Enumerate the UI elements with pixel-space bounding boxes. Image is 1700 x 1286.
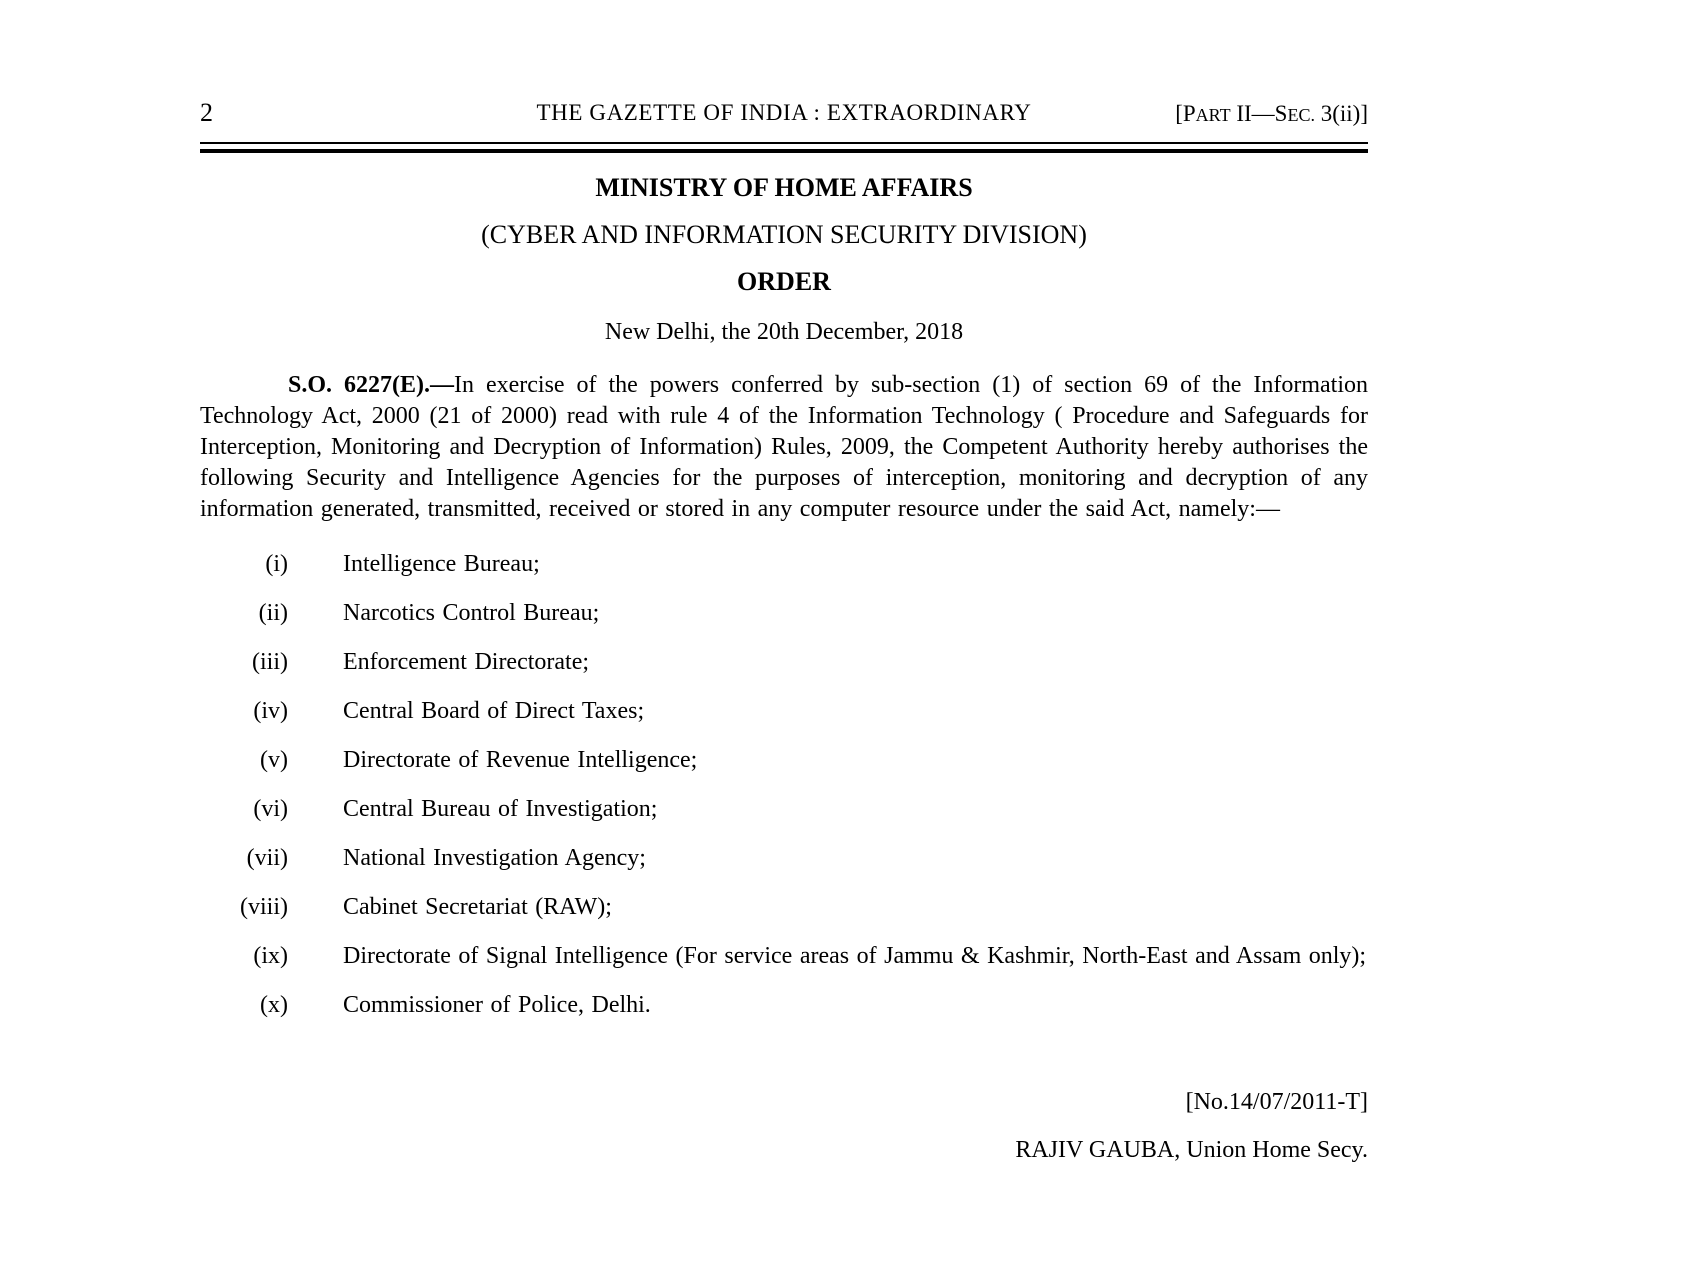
agency-numeral: (viii)	[240, 894, 288, 920]
intro-text: In exercise of the powers conferred by sub-section (1) of section 69 of the Information Technology Act, 2000 (21 of 2000) read with rule 4 of the Information Technology ( Procedure and Safeguards for Interception, Monitoring and Decryption of Information) Rules, 2009, the Competent Authority hereby authorises the following Security and Intelligence Agencies for the purposes of interception, monitoring and decryption of any information generated, transmitted, received or stored in any computer resource under the said Act, namely:—	[200, 372, 1368, 522]
list-item	[200, 990, 1368, 1021]
page-content	[200, 0, 1368, 1166]
signatory-line: RAJIV GAUBA, Union Home Secy.	[1015, 1137, 1368, 1163]
part-ref-seg4: EC.	[1287, 105, 1315, 125]
list-item	[200, 549, 1368, 580]
dateline: New Delhi, the 20th December, 2018	[604, 319, 964, 345]
agency-name: Cabinet Secretariat (RAW);	[343, 894, 612, 920]
list-item	[200, 598, 1368, 629]
list-item	[200, 843, 1368, 874]
masthead-double-rule	[200, 142, 1368, 153]
order-intro-paragraph	[200, 370, 1368, 525]
list-item	[200, 745, 1368, 776]
masthead	[200, 98, 1368, 130]
agency-name: Commissioner of Police, Delhi.	[343, 992, 651, 1018]
agency-name: Narcotics Control Bureau;	[343, 600, 600, 626]
list-item	[200, 647, 1368, 678]
agency-numeral: (iii)	[252, 649, 288, 675]
so-number: S.O. 6227(E).—	[288, 372, 454, 398]
agency-numeral: (ix)	[253, 943, 288, 969]
part-ref-seg5: 3(ii)]	[1314, 101, 1368, 126]
agency-numeral: (ii)	[258, 600, 288, 626]
list-item	[200, 941, 1368, 972]
agency-numeral: (v)	[260, 747, 288, 773]
agency-name: Directorate of Revenue Intelligence;	[343, 747, 698, 773]
page-number: 2	[200, 98, 213, 127]
division-heading: (CYBER AND INFORMATION SECURITY DIVISION)	[481, 220, 1087, 249]
agency-numeral: (vii)	[246, 845, 288, 871]
part-ref-seg2: ART	[1195, 105, 1231, 125]
part-ref-seg1: [P	[1175, 101, 1196, 126]
list-item	[200, 794, 1368, 825]
part-section-reference	[1175, 99, 1368, 130]
agency-name: National Investigation Agency;	[343, 845, 646, 871]
gazette-title: THE GAZETTE OF INDIA : EXTRAORDINARY	[536, 100, 1032, 125]
agency-list	[200, 549, 1368, 1021]
ministry-heading: MINISTRY OF HOME AFFAIRS	[595, 173, 973, 202]
closing-block	[200, 1087, 1368, 1166]
agency-numeral: (i)	[265, 551, 288, 577]
agency-numeral: (iv)	[253, 698, 288, 724]
agency-name: Central Bureau of Investigation;	[343, 796, 658, 822]
list-item	[200, 696, 1368, 727]
agency-name: Directorate of Signal Intelligence (For service areas of Jammu & Kashmir, North-East and Assam only);	[343, 943, 1367, 969]
agency-numeral: (x)	[260, 992, 288, 1018]
list-item	[200, 892, 1368, 923]
agency-numeral: (vi)	[253, 796, 288, 822]
agency-name: Intelligence Bureau;	[343, 551, 540, 577]
agency-name: Enforcement Directorate;	[343, 649, 590, 675]
agency-name: Central Board of Direct Taxes;	[343, 698, 645, 724]
file-reference: [No.14/07/2011-T]	[1185, 1089, 1368, 1115]
order-heading: ORDER	[737, 267, 831, 296]
part-ref-seg3: II—S	[1230, 101, 1288, 126]
